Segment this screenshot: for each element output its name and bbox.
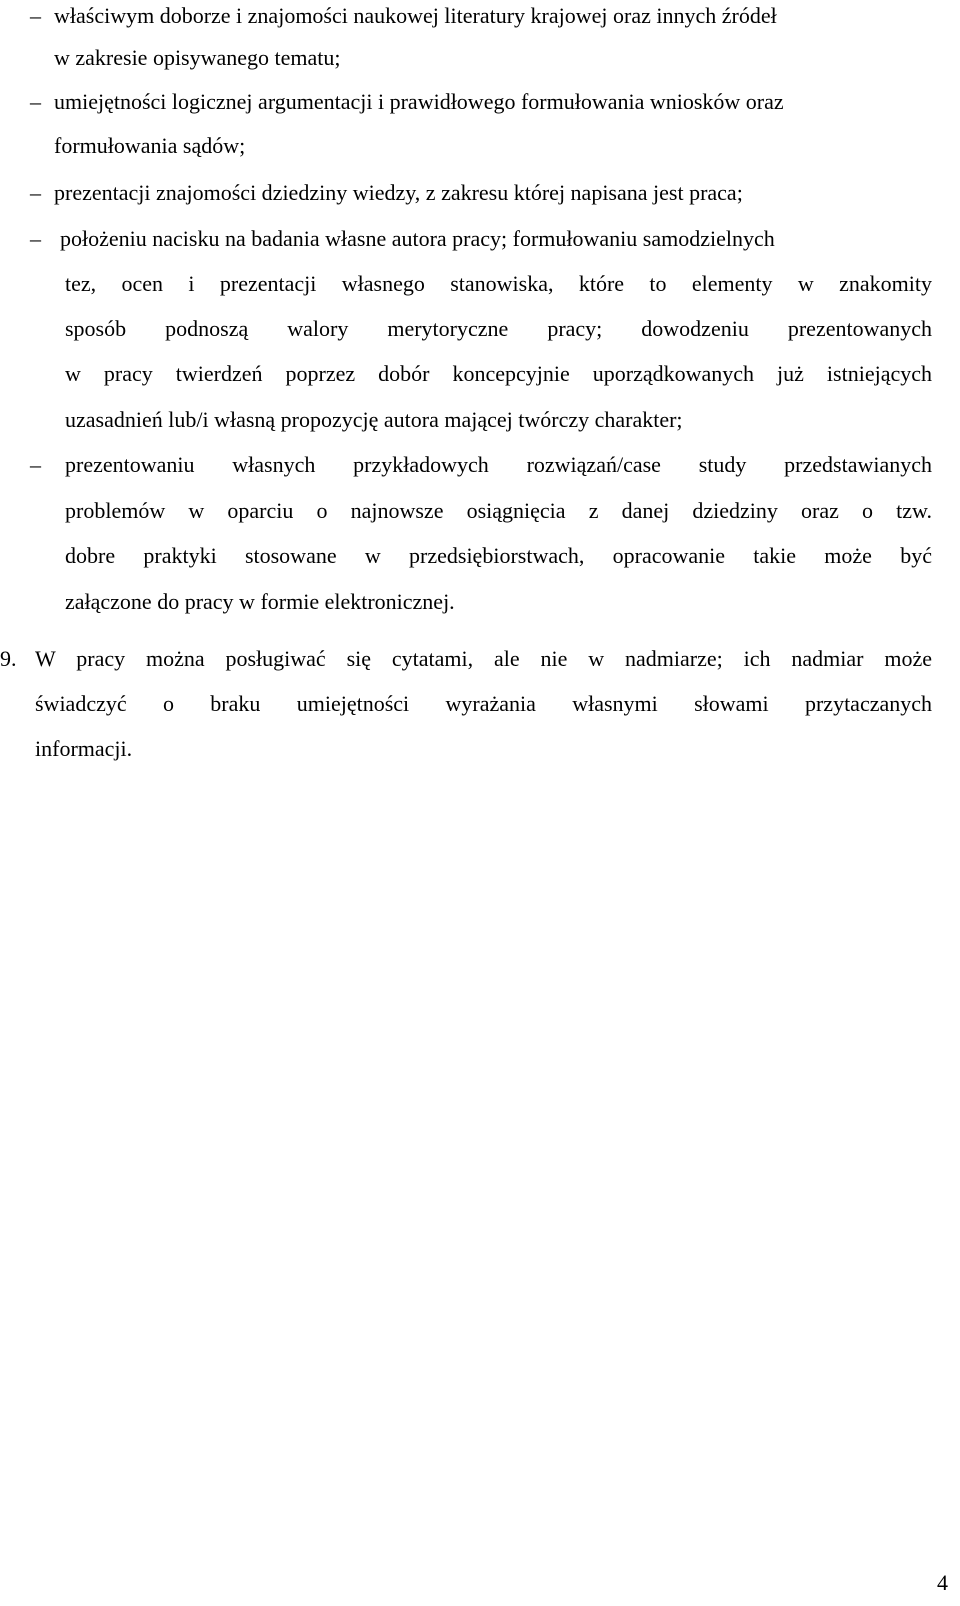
paragraph-line: świadczyć o braku umiejętności wyrażania własnymi słowami przytaczanych	[35, 691, 932, 716]
paragraph-number: 9.	[0, 646, 17, 671]
list-item-line: tez, ocen i prezentacji własnego stanowiska, które to elementy w znakomity	[65, 271, 932, 296]
list-item-line: prezentacji znajomości dziedziny wiedzy, z zakresu której napisana jest praca;	[54, 180, 743, 205]
list-item-line: umiejętności logicznej argumentacji i prawidłowego formułowania wniosków oraz	[54, 89, 784, 114]
dash-bullet: –	[30, 89, 41, 114]
list-item-line: problemów w oparciu o najnowsze osiągnięcia z danej dziedziny oraz o tzw.	[65, 498, 932, 523]
list-item-line: prezentowaniu własnych przykładowych rozwiązań/case study przedstawianych	[65, 452, 932, 477]
list-item-line: formułowania sądów;	[54, 133, 246, 158]
list-item-line: w zakresie opisywanego tematu;	[54, 45, 341, 70]
list-item-line: uzasadnień lub/i własną propozycję autora mającej twórczy charakter;	[65, 407, 683, 432]
list-item-line: dobre praktyki stosowane w przedsiębiorstwach, opracowanie takie może być	[65, 543, 932, 568]
list-item-line: załączone do pracy w formie elektronicznej.	[65, 589, 455, 614]
dash-bullet: –	[30, 452, 41, 477]
list-item-line: w pracy twierdzeń poprzez dobór koncepcyjnie uporządkowanych już istniejących	[65, 361, 932, 386]
dash-bullet: –	[30, 226, 41, 251]
page-number: 4	[937, 1570, 948, 1595]
dash-bullet: –	[30, 3, 41, 28]
paragraph-line: W pracy można posługiwać się cytatami, ale nie w nadmiarze; ich nadmiar może	[35, 646, 932, 671]
dash-bullet: –	[30, 180, 41, 205]
paragraph-line: informacji.	[35, 736, 133, 761]
list-item-line: właściwym doborze i znajomości naukowej literatury krajowej oraz innych źródeł	[54, 3, 777, 28]
list-item-line: położeniu nacisku na badania własne autora pracy; formułowaniu samodzielnych	[60, 226, 775, 251]
list-item-line: sposób podnoszą walory merytoryczne pracy; dowodzeniu prezentowanych	[65, 316, 932, 341]
